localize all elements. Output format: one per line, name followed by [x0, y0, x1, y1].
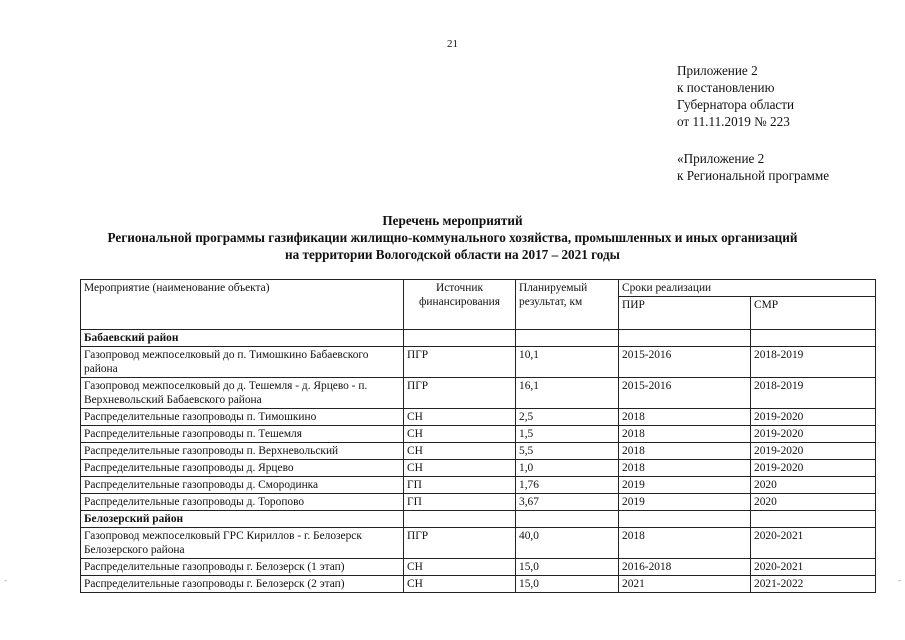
table-row [81, 559, 876, 576]
measure-name-cell: Газопровод межпоселковый до п. Тимошкино Бабаевского района [81, 347, 404, 378]
measure-name-cell: Распределительные газопроводы г. Белозерск (2 этап) [81, 576, 404, 593]
pir-cell: 2015-2016 [619, 378, 751, 409]
pir-cell: 2018 [619, 409, 751, 426]
right-edge-mark: - [898, 575, 901, 585]
header-result [516, 280, 619, 330]
measures-table [80, 279, 876, 593]
header-result-line: результат, км [519, 296, 583, 308]
pir-cell: 2019 [619, 477, 751, 494]
source-cell: СН [404, 443, 516, 460]
result-cell: 2,5 [516, 409, 619, 426]
empty-cell [404, 330, 516, 347]
header-result-line: Планируемый [519, 282, 588, 294]
source-cell: СН [404, 559, 516, 576]
district-row [81, 511, 876, 528]
empty-cell [619, 330, 751, 347]
smr-cell: 2021-2022 [751, 576, 876, 593]
header-smr: СМР [751, 297, 876, 330]
source-cell: СН [404, 426, 516, 443]
page-number: 21 [447, 38, 458, 50]
header-source-line: финансирования [419, 296, 500, 308]
measure-name-cell: Распределительные газопроводы д. Ярцево [81, 460, 404, 477]
result-cell: 40,0 [516, 528, 619, 559]
measure-name-cell: Распределительные газопроводы д. Смородинка [81, 477, 404, 494]
header-source-line: Источник [436, 282, 483, 294]
result-cell: 15,0 [516, 576, 619, 593]
smr-cell: 2020 [751, 477, 876, 494]
appendix-line: Приложение 2 [677, 63, 758, 78]
document-title [0, 212, 905, 263]
result-cell: 1,0 [516, 460, 619, 477]
table-row [81, 477, 876, 494]
result-cell: 1,76 [516, 477, 619, 494]
source-cell: ПГР [404, 378, 516, 409]
table-row [81, 494, 876, 511]
empty-cell [619, 511, 751, 528]
measure-name-cell: Распределительные газопроводы п. Тимошкино [81, 409, 404, 426]
table-row [81, 460, 876, 477]
left-edge-mark: - [4, 575, 7, 585]
source-cell: ПГР [404, 347, 516, 378]
smr-cell: 2020-2021 [751, 528, 876, 559]
smr-cell: 2019-2020 [751, 426, 876, 443]
appendix-line: от 11.11.2019 № 223 [677, 114, 790, 129]
table-row [81, 443, 876, 460]
smr-cell: 2020 [751, 494, 876, 511]
header-pir: ПИР [619, 297, 751, 330]
result-cell: 10,1 [516, 347, 619, 378]
appendix-program-line: «Приложение 2 [677, 151, 765, 166]
table-row [81, 409, 876, 426]
smr-cell: 2018-2019 [751, 347, 876, 378]
title-line: Региональной программы газификации жилищно-коммунального хозяйства, промышленных и иных организаций [107, 230, 798, 245]
appendix-program-line: к Региональной программе [677, 168, 830, 183]
empty-cell [751, 511, 876, 528]
header-measure: Мероприятие (наименование объекта) [81, 280, 404, 330]
table-row [81, 576, 876, 593]
source-cell: СН [404, 576, 516, 593]
measure-name-cell: Распределительные газопроводы п. Верхневольский [81, 443, 404, 460]
appendix-program-block [677, 150, 829, 184]
pir-cell: 2018 [619, 460, 751, 477]
source-cell: ГП [404, 494, 516, 511]
table-row [81, 426, 876, 443]
smr-cell: 2018-2019 [751, 378, 876, 409]
district-name: Белозерский район [81, 511, 404, 528]
pir-cell: 2015-2016 [619, 347, 751, 378]
measure-name-cell: Газопровод межпоселковый ГРС Кириллов - г. Белозерск Белозерского района [81, 528, 404, 559]
empty-cell [404, 511, 516, 528]
pir-cell: 2019 [619, 494, 751, 511]
smr-cell: 2019-2020 [751, 409, 876, 426]
measure-name-cell: Распределительные газопроводы д. Торопово [81, 494, 404, 511]
header-source [404, 280, 516, 330]
district-name: Бабаевский район [81, 330, 404, 347]
title-line: Перечень мероприятий [382, 213, 523, 228]
source-cell: СН [404, 460, 516, 477]
measure-name-cell: Распределительные газопроводы г. Белозерск (1 этап) [81, 559, 404, 576]
pir-cell: 2018 [619, 443, 751, 460]
title-line: на территории Вологодской области на 2017 – 2021 годы [285, 247, 620, 262]
measure-name-cell: Распределительные газопроводы п. Тешемля [81, 426, 404, 443]
appendix-line: Губернатора области [677, 97, 795, 112]
empty-cell [751, 330, 876, 347]
smr-cell: 2019-2020 [751, 443, 876, 460]
source-cell: ГП [404, 477, 516, 494]
empty-cell [516, 511, 619, 528]
header-terms: Сроки реализации [619, 280, 876, 297]
pir-cell: 2016-2018 [619, 559, 751, 576]
smr-cell: 2019-2020 [751, 460, 876, 477]
source-cell: СН [404, 409, 516, 426]
result-cell: 3,67 [516, 494, 619, 511]
empty-cell [516, 330, 619, 347]
pir-cell: 2018 [619, 528, 751, 559]
result-cell: 15,0 [516, 559, 619, 576]
pir-cell: 2021 [619, 576, 751, 593]
source-cell: ПГР [404, 528, 516, 559]
table-body [81, 330, 876, 593]
table-row [81, 528, 876, 559]
result-cell: 5,5 [516, 443, 619, 460]
measure-name-cell: Газопровод межпоселковый до д. Тешемля - д. Ярцево - п. Верхневольский Бабаевского района [81, 378, 404, 409]
smr-cell: 2020-2021 [751, 559, 876, 576]
table-row [81, 347, 876, 378]
result-cell: 16,1 [516, 378, 619, 409]
table-row [81, 378, 876, 409]
appendix-block [677, 62, 794, 130]
pir-cell: 2018 [619, 426, 751, 443]
appendix-line: к постановлению [677, 80, 775, 95]
result-cell: 1,5 [516, 426, 619, 443]
district-row [81, 330, 876, 347]
